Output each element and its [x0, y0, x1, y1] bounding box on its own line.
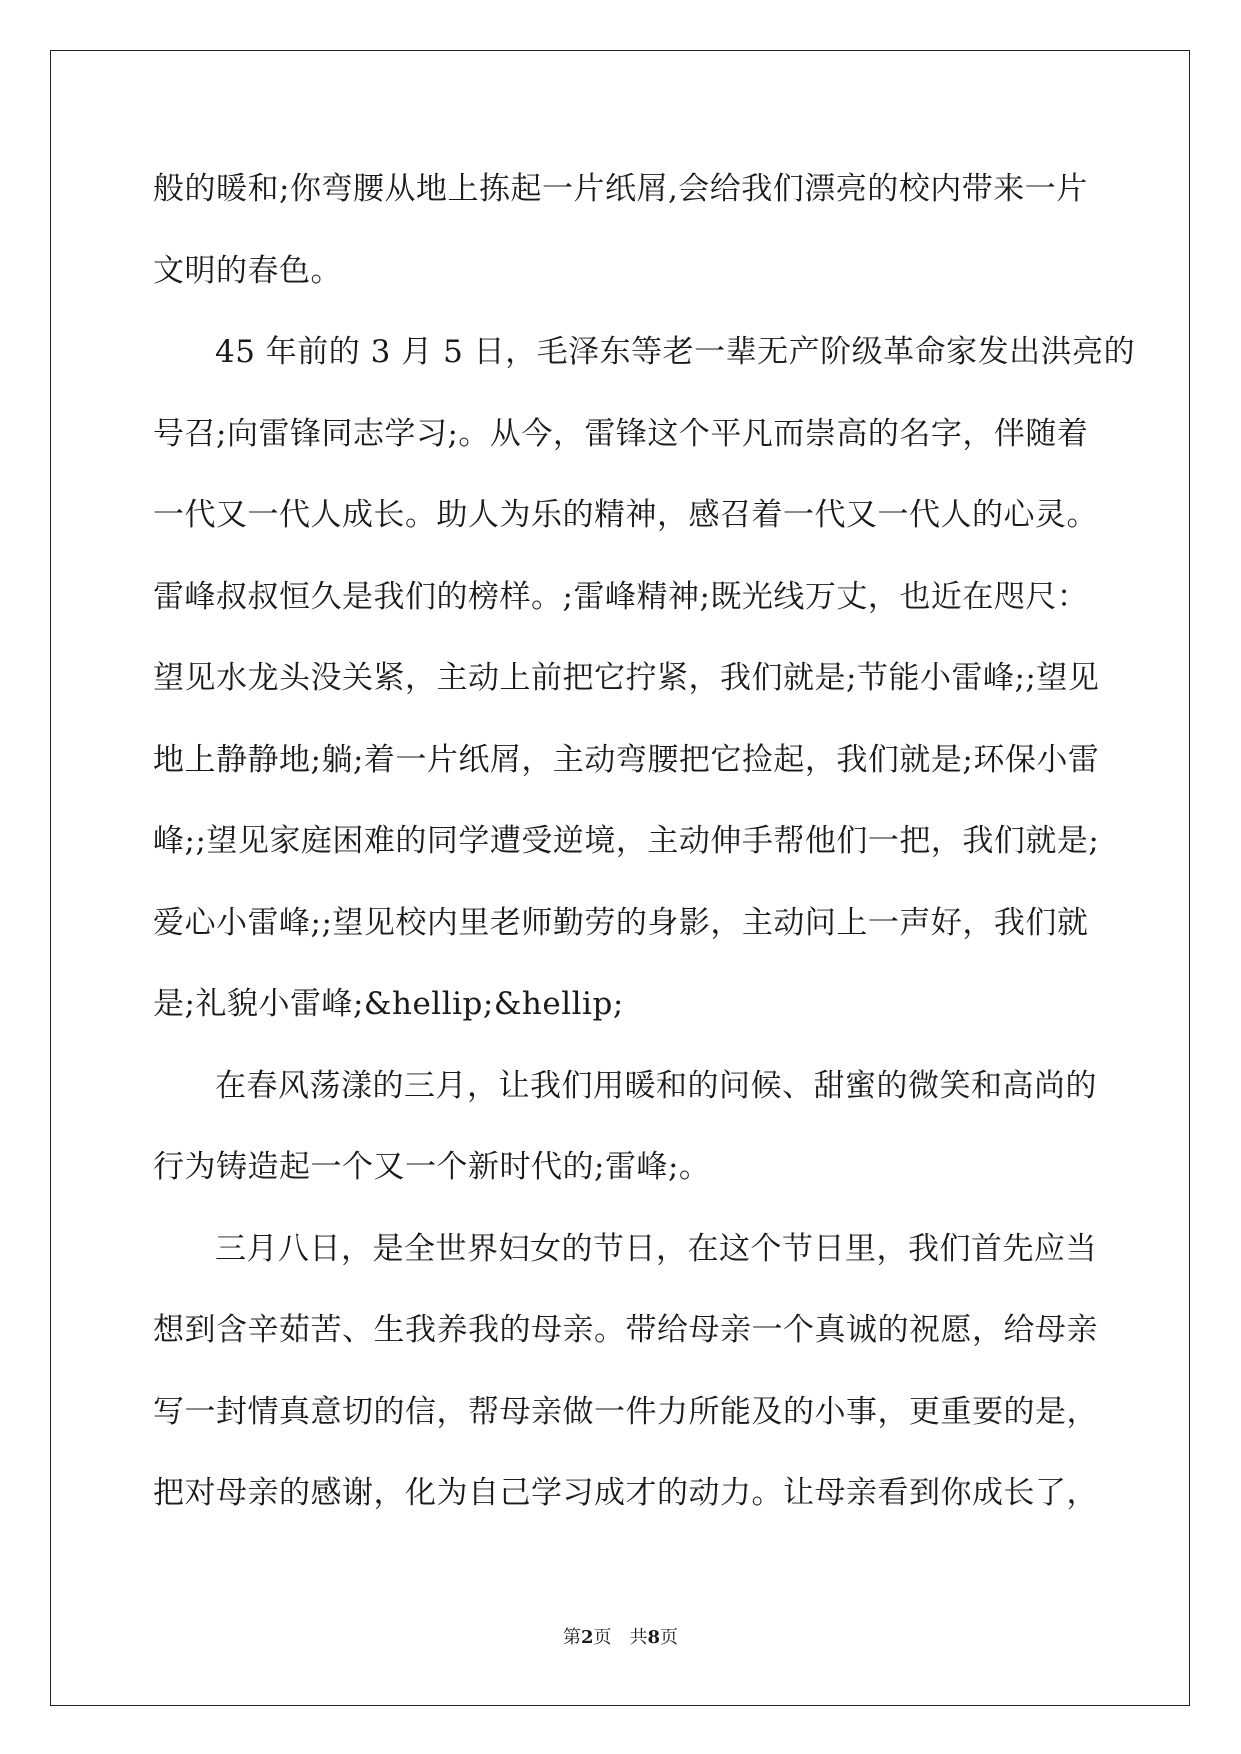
paragraph [153, 149, 1153, 312]
text-line: 峰;;望见家庭困难的同学遭受逆境，主动伸手帮他们一把，我们就是; [153, 823, 1100, 859]
paragraph [153, 1046, 1153, 1209]
document-body [153, 149, 1153, 1535]
text-line: 爱心小雷峰;;望见校内里老师勤劳的身影，主动问上一声好，我们就 [153, 904, 1089, 941]
total-page-number: 8 [647, 1627, 661, 1648]
text-line: 望见水龙头没关紧，主动上前把它拧紧，我们就是;节能小雷峰;;望见 [153, 660, 1100, 696]
page-prefix: 第 [562, 1627, 581, 1648]
text-line: 一代又一代人成长。助人为乐的精神，感召着一代又一代人的心灵。 [153, 497, 1098, 533]
text-line: 雷峰叔叔恒久是我们的榜样。;雷峰精神;既光线万丈，也近在咫尺： [153, 578, 1089, 615]
text-line: 行为铸造起一个又一个新时代的;雷峰;。 [153, 1149, 711, 1185]
text-line: 在春风荡漾的三月，让我们用暖和的问候、甜蜜的微笑和高尚的 [215, 1067, 1097, 1104]
text-line: 想到含辛茹苦、生我养我的母亲。带给母亲一个真诚的祝愿，给母亲 [153, 1312, 1098, 1348]
page-suffix: 页 [593, 1627, 612, 1648]
total-suffix: 页 [660, 1627, 679, 1648]
page-footer [0, 1626, 1241, 1650]
paragraph [153, 1209, 1153, 1535]
current-page-number: 2 [580, 1627, 594, 1648]
paragraph [153, 312, 1153, 1046]
text-line: 文明的春色。 [153, 252, 342, 289]
text-line: 45 年前的 3 月 5 日，毛泽东等老一辈无产阶级革命家发出洪亮的 [215, 334, 1136, 370]
text-line: 是;礼貌小雷峰;&hellip;&hellip; [153, 986, 624, 1022]
text-line: 号召;向雷锋同志学习;。从今，雷锋这个平凡而崇高的名字，伴随着 [153, 415, 1089, 452]
text-line: 地上静静地;躺;着一片纸屑，主动弯腰把它捡起，我们就是;环保小雷 [153, 741, 1100, 778]
page-number-label [563, 1627, 612, 1648]
text-line: 把对母亲的感谢，化为自己学习成才的动力。让母亲看到你成长了， [153, 1475, 1098, 1511]
total-pages-label [630, 1627, 679, 1648]
text-line: 般的暖和;你弯腰从地上拣起一片纸屑,会给我们漂亮的校内带来一片 [153, 171, 1088, 207]
total-prefix: 共 [629, 1627, 648, 1648]
text-line: 三月八日，是全世界妇女的节日，在这个节日里，我们首先应当 [215, 1230, 1097, 1267]
text-line: 写一封情真意切的信，帮母亲做一件力所能及的小事，更重要的是， [153, 1393, 1098, 1430]
